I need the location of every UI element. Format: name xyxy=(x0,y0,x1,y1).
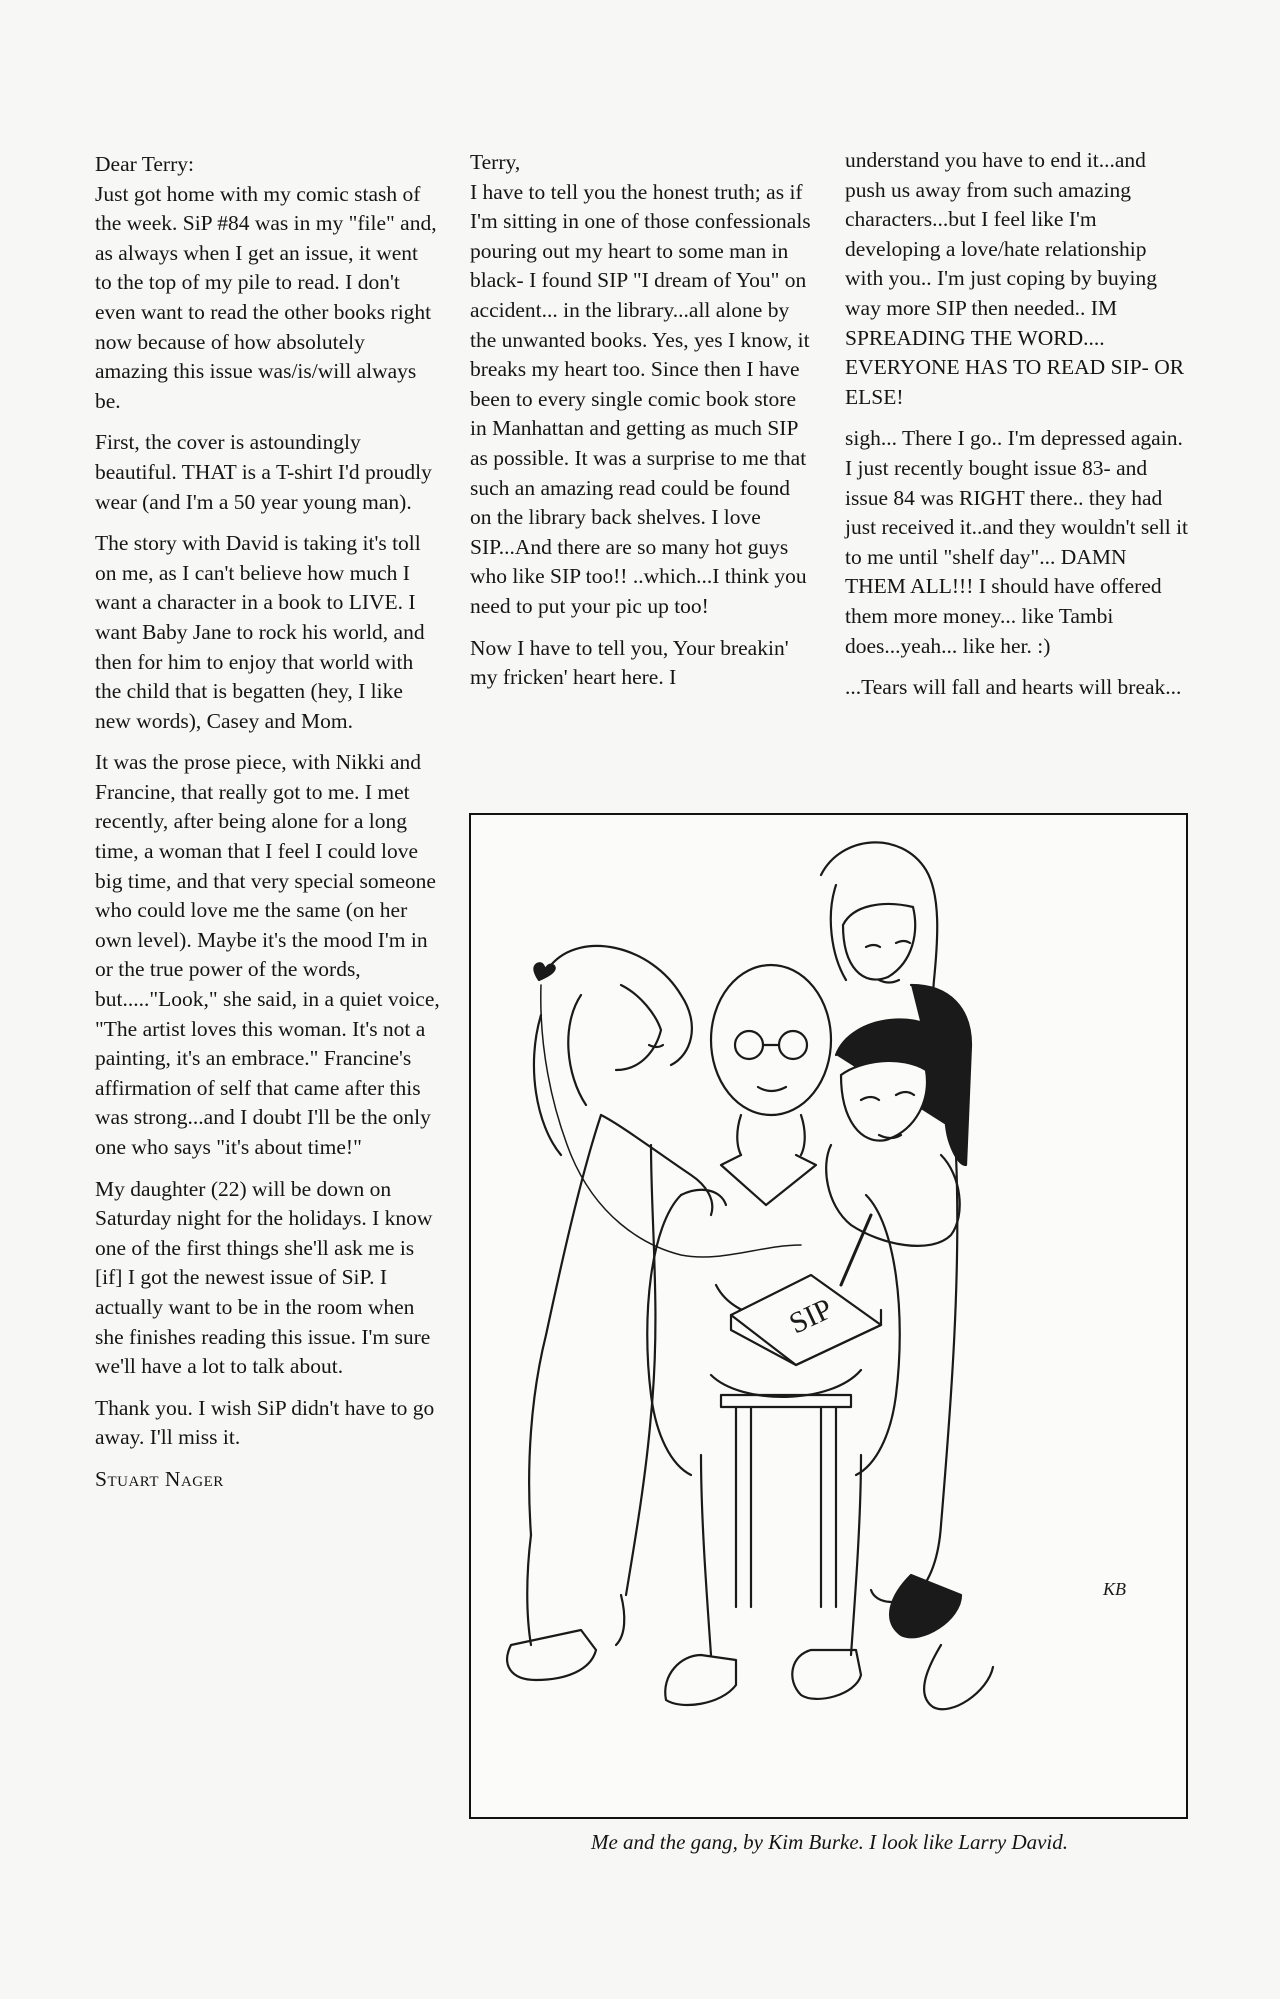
letter-paragraph: I have to tell you the honest truth; as if I'm sitting in one of those confessionals pouring out my heart to some man in black- I found SIP "I dream of You" on accident... in the library...all alone by the unwanted books. Yes, yes I know, it breaks my heart too. Since then I have been to every single comic book store in Manhattan and getting as much SIP as possible. It was a surprise to me that such an amazing read could be found on the library back shelves. I love SIP...And there are so many hot guys who like SIP too!! ..which...I think you need to put your pic up too! xyxy=(470,179,811,618)
book-title: SIP xyxy=(784,1292,838,1341)
letter-column-right xyxy=(845,146,1190,715)
letter-paragraph: Now I have to tell you, Your breakin' my fricken' heart here. I xyxy=(470,635,789,690)
letter-column-middle xyxy=(470,148,815,705)
letter-paragraph: ...Tears will fall and hearts will break... xyxy=(845,675,1182,700)
letter-paragraph: understand you have to end it...and push us away from such amazing characters...but I feel like I'm developing a love/hate relationship with you.. I'm just coping by buying way more SIP then needed.. IM SPREADING THE WORD.... EVERYONE HAS TO READ SIP- OR ELSE! xyxy=(845,148,1185,409)
letter-signature: Stuart Nager xyxy=(95,1466,224,1491)
letter-paragraph: sigh... There I go.. I'm depressed again. I just recently bought issue 83- and issue 84 was RIGHT there.. they had just received it..and they wouldn't sell it to me until "shelf day"... DAMN THEM ALL!!! I should have offered them more money... like Tambi does...yeah... like her. :) xyxy=(845,426,1189,658)
illustration-frame xyxy=(469,813,1188,1819)
letter-paragraph: It was the prose piece, with Nikki and Francine, that really got to me. I met recently, after being alone for a long time, a woman that I feel I could love big time, and that very special someone who could love me the same (on her own level). Maybe it's the mood I'm in or the true power of the words, but....."Look," she said, in a quiet voice, "The artist loves this woman. It's not a painting, it's an embrace." Francine's affirmation of self that came after this was strong...and I doubt I'll be the only one who says "it's about time!" xyxy=(95,750,440,1159)
letter-paragraph: Just got home with my comic stash of the week. SiP #84 was in my "file" and, as always when I get an issue, it went to the top of my pile to read. I don't even want to read the other books right now because of how absolutely amazing this issue was/is/will always be. xyxy=(95,181,437,413)
letter-paragraph: My daughter (22) will be down on Saturday night for the holidays. I know one of the first things she'll ask me is [if] I got the newest issue of SiP. I actually want to be in the room when she finishes reading this issue. I'm sure we'll have a lot to talk about. xyxy=(95,1176,433,1379)
artist-initials: KB xyxy=(1103,1579,1127,1599)
illustration-drawing xyxy=(471,815,1186,1817)
illustration-caption: Me and the gang, by Kim Burke. I look like Larry David. xyxy=(590,1830,1069,1854)
letter-paragraph: Thank you. I wish SiP didn't have to go away. I'll miss it. xyxy=(95,1395,435,1450)
letter-paragraph: First, the cover is astoundingly beautiful. THAT is a T-shirt I'd proudly wear (and I'm a 50 year young man). xyxy=(95,430,432,514)
letter-salutation: Dear Terry: xyxy=(95,152,194,176)
letter-column-left xyxy=(95,150,440,1507)
letter-salutation: Terry, xyxy=(470,150,521,174)
letter-paragraph: The story with David is taking it's toll on me, as I can't believe how much I want a character in a book to LIVE. I want Baby Jane to rock his world, and then for him to enjoy that world with the child that is begatten (hey, I like new words), Casey and Mom. xyxy=(95,531,425,733)
